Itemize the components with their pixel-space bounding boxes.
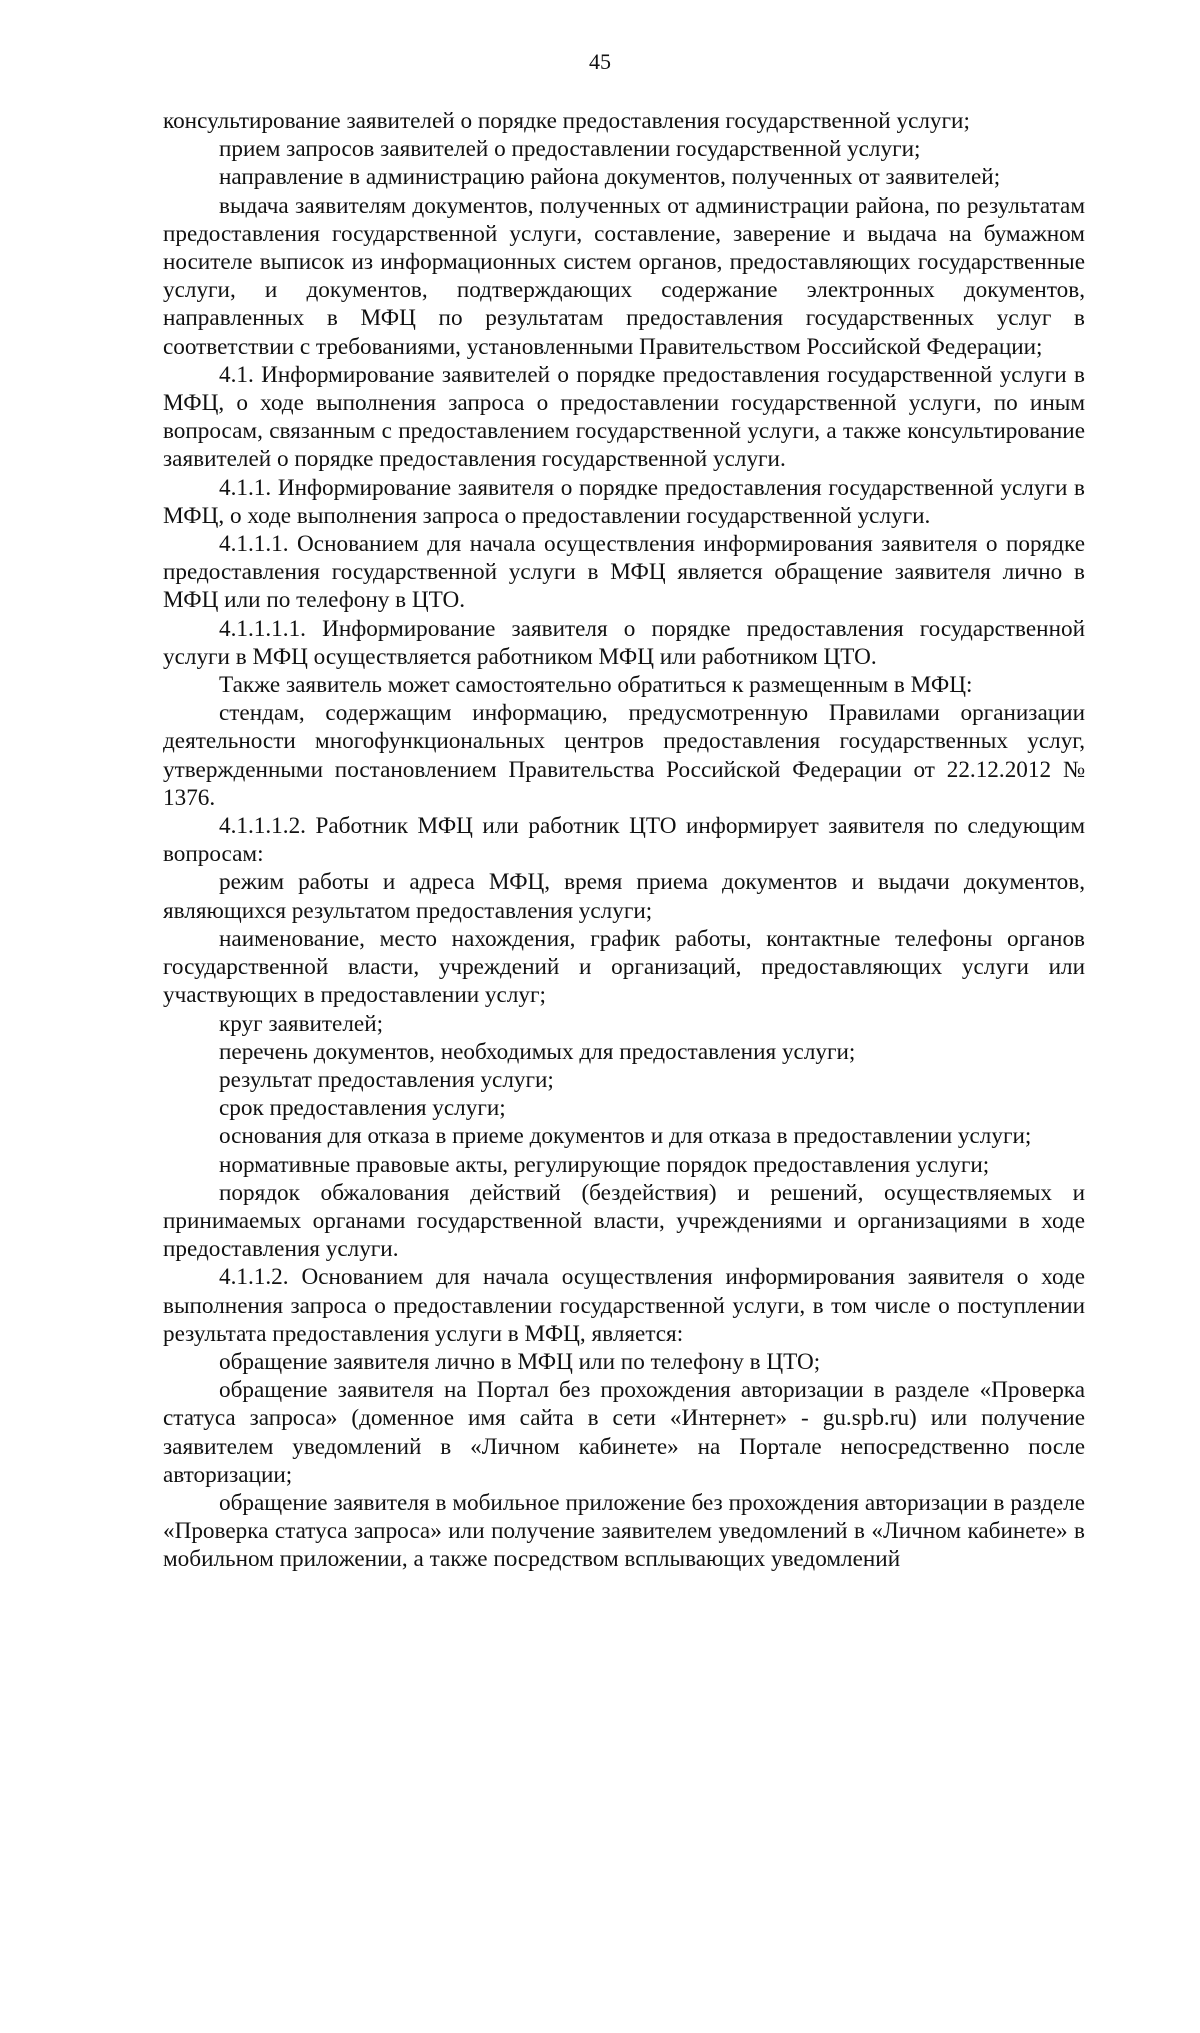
paragraph: наименование, место нахождения, график работы, контактные телефоны органов государственной власти, учреждений и организаций, предоставляющих услуги или участвующих в предоставлении услуг; bbox=[163, 925, 1085, 1009]
paragraph: стендам, содержащим информацию, предусмотренную Правилами организации деятельности многофункциональных центров предоставления государственных услуг, утвержденными постановлением Правительства Российской Федерации от 22.12.2012 № 1376. bbox=[163, 700, 1085, 811]
paragraph: срок предоставления услуги; bbox=[219, 1095, 506, 1122]
paragraph: обращение заявителя лично в МФЦ или по телефону в ЦТО; bbox=[219, 1348, 821, 1375]
paragraph: результат предоставления услуги; bbox=[219, 1066, 554, 1093]
paragraph: нормативные правовые акты, регулирующие порядок предоставления услуги; bbox=[219, 1151, 990, 1178]
paragraph: основания для отказа в приеме документов и для отказа в предоставлении услуги; bbox=[219, 1123, 1032, 1150]
paragraph: 4.1.1.2. Основанием для начала осуществления информирования заявителя о ходе выполнения запроса о предоставлении государственной услуги, в том числе о поступлении результата предоставления услуги в МФЦ, является: bbox=[163, 1264, 1085, 1347]
paragraph: выдача заявителям документов, полученных от администрации района, по результатам предоставления государственной услуги, составление, заверение и выдача на бумажном носителе выписок из информационных систем органов, предоставляющих государственные услуги, и документов, подтверждающих содержание электронных документов, направленных в МФЦ по результатам предоставления государственных услуг в соответствии с требованиями, установленными Правительством Российской Федерации; bbox=[163, 192, 1085, 360]
paragraph: режим работы и адреса МФЦ, время приема документов и выдачи документов, являющихся результатом предоставления услуги; bbox=[163, 869, 1085, 924]
paragraph: Также заявитель может самостоятельно обратиться к размещенным в МФЦ: bbox=[219, 672, 973, 699]
paragraph: круг заявителей; bbox=[219, 1010, 384, 1037]
paragraph: перечень документов, необходимых для предоставления услуги; bbox=[219, 1038, 856, 1065]
paragraph: 4.1.1.1.2. Работник МФЦ или работник ЦТО информирует заявителя по следующим вопросам: bbox=[163, 813, 1085, 868]
document-body bbox=[163, 107, 1085, 1574]
paragraph: 4.1. Информирование заявителей о порядке предоставления государственной услуги в МФЦ, о ходе выполнения запроса о предоставлении государственной услуги, по иным вопросам, связанным с предоставлением государственной услуги, а также консультирование заявителей о порядке предоставления государственной услуги. bbox=[163, 361, 1085, 473]
paragraph: консультирование заявителей о порядке предоставления государственной услуги; bbox=[163, 108, 970, 134]
paragraph: 4.1.1.1.1. Информирование заявителя о порядке предоставления государственной услуги в МФЦ осуществляется работником МФЦ или работником ЦТО. bbox=[163, 615, 1085, 670]
paragraph: обращение заявителя в мобильное приложение без прохождения авторизации в разделе «Проверка статуса запроса» или получение заявителем уведомлений в «Личном кабинете» в мобильном приложении, а также посредством всплывающих уведомлений bbox=[163, 1489, 1085, 1573]
paragraph: направление в администрацию района документов, полученных от заявителей; bbox=[219, 164, 1001, 191]
page-number: 45 bbox=[589, 49, 611, 74]
paragraph: 4.1.1.1. Основанием для начала осуществления информирования заявителя о порядке предоставления государственной услуги в МФЦ является обращение заявителя лично в МФЦ или по телефону в ЦТО. bbox=[163, 531, 1085, 614]
paragraph: порядок обжалования действий (бездействия) и решений, осуществляемых и принимаемых органами государственной власти, учреждениями и организациями в ходе предоставления услуги. bbox=[163, 1179, 1085, 1263]
paragraph: прием запросов заявителей о предоставлении государственной услуги; bbox=[219, 136, 921, 163]
paragraph: обращение заявителя на Портал без прохождения авторизации в разделе «Проверка статуса запроса» (доменное имя сайта в сети «Интернет» - gu.spb.ru) или получение заявителем уведомлений в «Личном кабинете» на Портале непосредственно после авторизации; bbox=[163, 1377, 1085, 1488]
paragraph: 4.1.1. Информирование заявителя о порядке предоставления государственной услуги в МФЦ, о ходе выполнения запроса о предоставлении государственной услуги. bbox=[163, 474, 1085, 529]
